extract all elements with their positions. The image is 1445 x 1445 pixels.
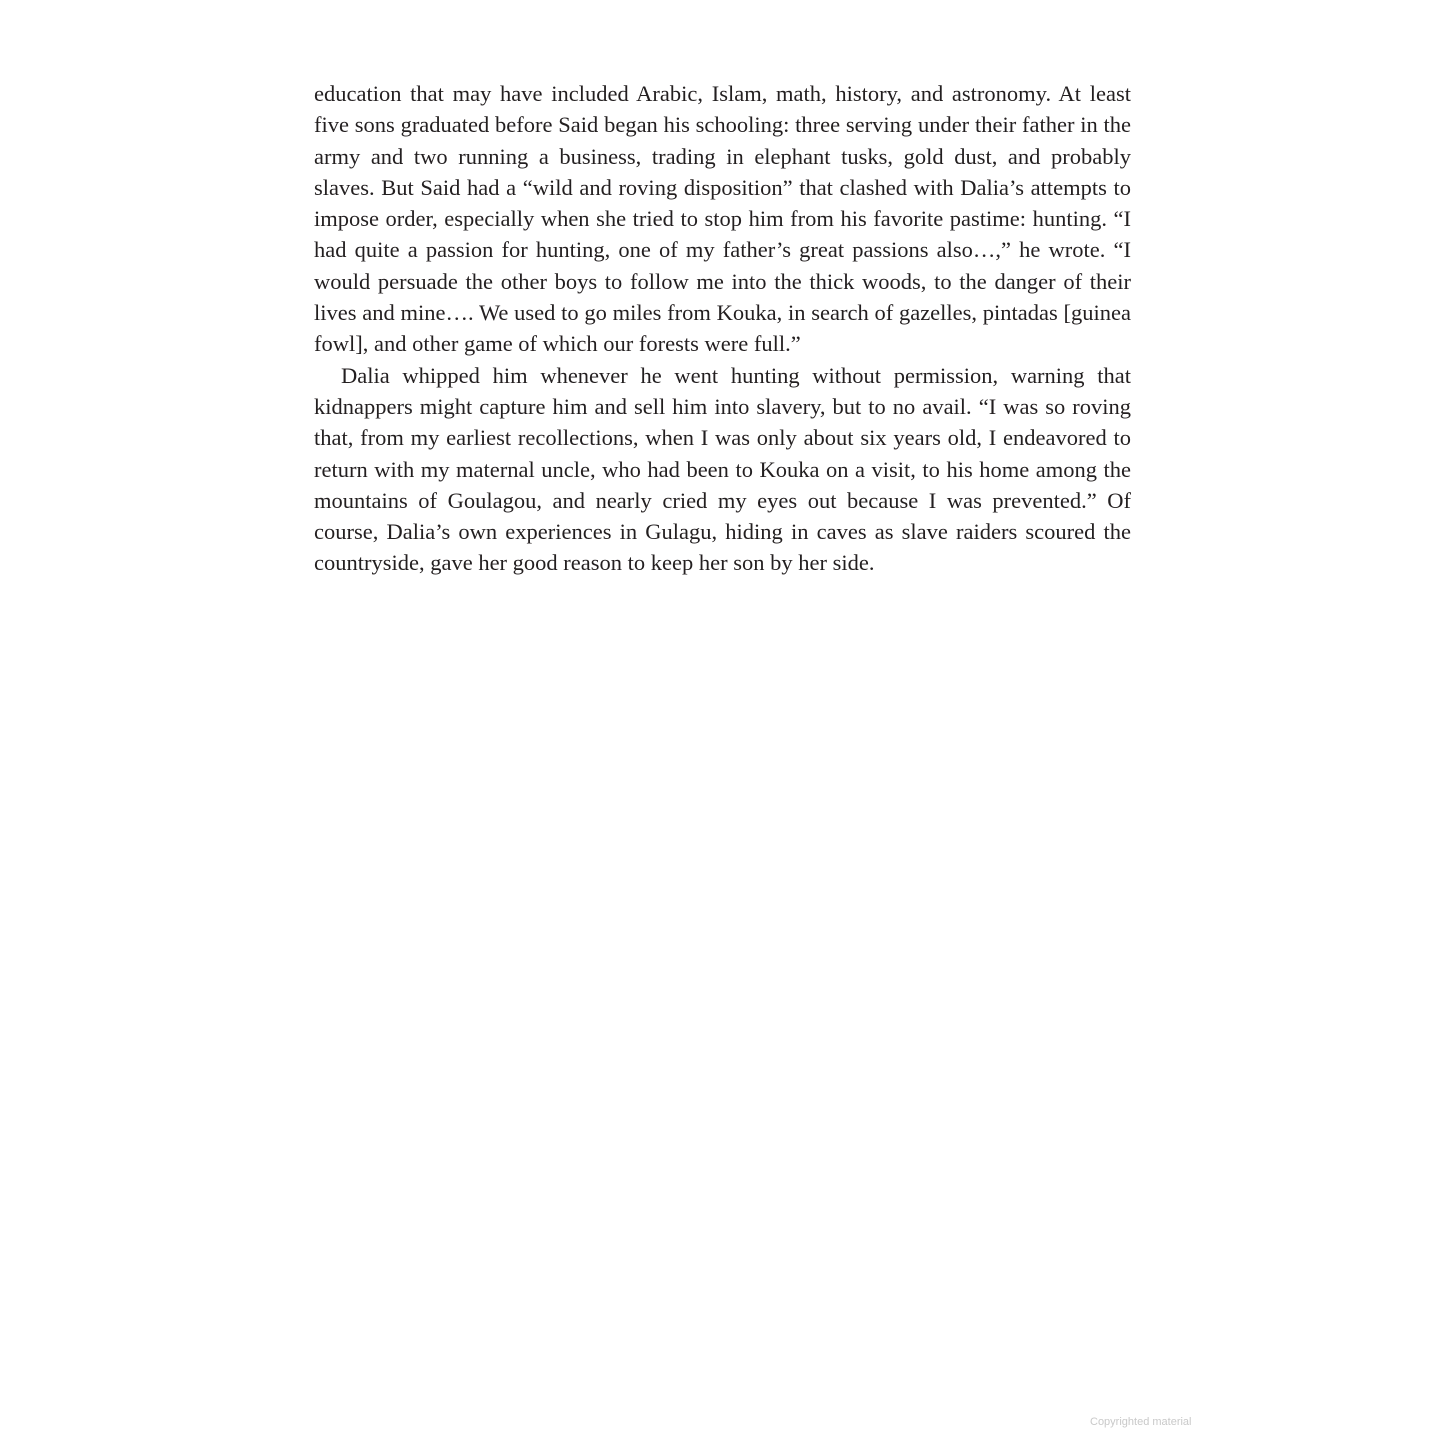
copyright-watermark: Copyrighted material: [1090, 1416, 1192, 1428]
paragraph-2: Dalia whipped him whenever he went hunting without permission, warning that kidnappers might capture him and sell him into slavery, but to no avail. “I was so roving that, from my earliest recollections, when I was only about six years old, I endeavored to return with my maternal uncle, who had been to Kouka on a visit, to his home among the mountains of Goulagou, and nearly cried my eyes out because I was prevented.” Of course, Dalia’s own experiences in Gulagu, hiding in caves as slave raiders scoured the countryside, gave her good reason to keep her son by her side.: [314, 362, 1131, 576]
body-text: [314, 78, 1131, 579]
paragraph-1: education that may have included Arabic, Islam, math, history, and astronomy. At least five sons graduated before Said began his schooling: three serving under their father in the army and two running a business, trading in elephant tusks, gold dust, and probably slaves. But Said had a “wild and roving disposition” that clashed with Dalia’s attempts to impose order, especially when she tried to stop him from his favorite pastime: hunting. “I had quite a passion for hunting, one of my father’s great passions also…,” he wrote. “I would persuade the other boys to follow me into the thick woods, to the danger of their lives and mine…. We used to go miles from Kouka, in search of gazelles, pintadas [guinea fowl], and other game of which our forests were full.”: [314, 81, 1131, 357]
